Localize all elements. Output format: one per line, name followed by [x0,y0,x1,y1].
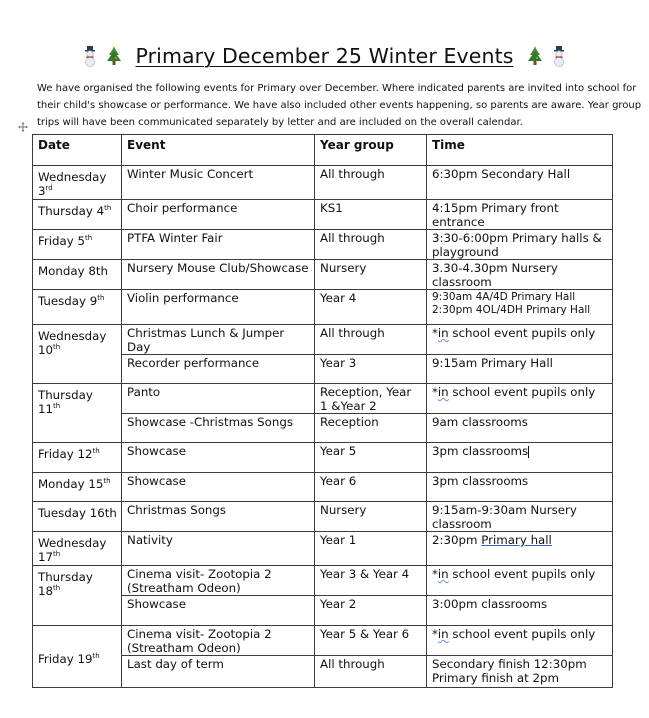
event-cell: Showcase [122,443,315,473]
table-row [33,566,613,596]
table-row [33,290,613,325]
year-cell: All through [315,656,427,688]
intro-line: their child's showcase or performance. We have also included other events happening, so parents are aware. Year group [37,100,642,111]
year-cell: Nursery [315,260,427,290]
table-row [33,230,613,260]
event-cell: Cinema visit- Zootopia 2 (Streatham Odeon) [122,626,315,656]
time-cell: 6:30pm Secondary Hall [427,166,613,200]
date-cell: Thursday 4th [33,200,122,230]
year-cell: All through [315,230,427,260]
page-title: Primary December 25 Winter Events [135,44,514,68]
date-cell: Tuesday 9th [33,290,122,325]
event-cell: Violin performance [122,290,315,325]
year-cell: All through [315,325,427,355]
date-cell: Monday 15th [33,473,122,502]
date-cell: Tuesday 16th [33,502,122,532]
time-cell: 3.30-4.30pm Nursery classroom [427,260,613,290]
year-cell: Year 3 & Year 4 [315,566,427,596]
table-row [33,443,613,473]
event-cell: Cinema visit- Zootopia 2 (Streatham Odeon) [122,566,315,596]
time-cell: *in school event pupils only [427,325,613,355]
table-row [33,325,613,355]
header-event: Event [122,135,315,166]
events-table [32,134,613,688]
year-cell: Year 5 & Year 6 [315,626,427,656]
primary-hall-link[interactable]: Primary hall [481,533,552,547]
event-cell: PTFA Winter Fair [122,230,315,260]
christmas-tree-icon [527,45,543,67]
date-cell: Friday 5th [33,230,122,260]
date-cell: Friday 12th [33,443,122,473]
title-row [0,40,649,72]
date-cell: Thursday 18th [33,566,122,626]
year-cell: Nursery [315,502,427,532]
header-time: Time [427,135,613,166]
year-cell: KS1 [315,200,427,230]
year-cell: Year 4 [315,290,427,325]
table-row [33,532,613,566]
table-row [33,200,613,230]
table-header-row [33,135,613,166]
table-row [33,166,613,200]
intro-line: We have organised the following events for Primary over December. Where indicated parents are invited into school for [37,83,637,94]
snowman-icon [551,45,567,67]
time-cell: 9:15am-9:30am Nursery classroom [427,502,613,532]
year-cell: Year 3 [315,355,427,384]
time-cell: 9am classrooms [427,414,613,443]
time-cell: 3pm classrooms [427,473,613,502]
time-cell: *in school event pupils only [427,626,613,656]
time-cell: 4:15pm Primary front entrance [427,200,613,230]
event-cell: Nativity [122,532,315,566]
time-cell: 9:30am 4A/4D Primary Hall 2:30pm 4OL/4DH Primary Hall [427,290,613,325]
event-cell: Last day of term [122,656,315,688]
header-year-group: Year group [315,135,427,166]
table-row [33,473,613,502]
event-cell: Showcase [122,473,315,502]
header-date: Date [33,135,122,166]
snowman-icon [82,45,98,67]
time-cell: 9:15am Primary Hall [427,355,613,384]
date-cell: Monday 8th [33,260,122,290]
year-cell: Year 6 [315,473,427,502]
date-cell: Wednesday 10th [33,325,122,384]
event-cell: Christmas Lunch & Jumper Day [122,325,315,355]
event-cell: Showcase -Christmas Songs [122,414,315,443]
year-cell: Reception, Year 1 &Year 2 [315,384,427,414]
table-row [33,502,613,532]
intro-line: trips will have been communicated separately by letter and are included on the overall calendar. [37,117,523,128]
intro-paragraph [37,80,642,131]
event-cell: Winter Music Concert [122,166,315,200]
year-cell: All through [315,166,427,200]
time-cell: 2:30pm Primary hall [427,532,613,566]
table-move-handle-icon[interactable] [18,122,28,132]
date-cell: Wednesday 17th [33,532,122,566]
event-cell: Panto [122,384,315,414]
date-cell: Wednesday 3rd [33,166,122,200]
table-row [33,384,613,414]
time-cell[interactable]: 3pm classrooms [427,443,613,473]
date-cell: Thursday 11th [33,384,122,443]
year-cell: Reception [315,414,427,443]
time-cell: 3:30-6:00pm Primary halls & playground [427,230,613,260]
time-cell: 3:00pm classrooms [427,596,613,626]
event-cell: Choir performance [122,200,315,230]
event-cell: Recorder performance [122,355,315,384]
year-cell: Year 1 [315,532,427,566]
time-cell: Secondary finish 12:30pm Primary finish at 2pm [427,656,613,688]
year-cell: Year 2 [315,596,427,626]
table-row [33,260,613,290]
time-cell: *in school event pupils only [427,384,613,414]
text-cursor [528,446,529,458]
year-cell: Year 5 [315,443,427,473]
event-cell: Christmas Songs [122,502,315,532]
table-row [33,626,613,656]
event-cell: Showcase [122,596,315,626]
time-cell: *in school event pupils only [427,566,613,596]
date-cell: Friday 19th [33,626,122,688]
christmas-tree-icon [106,45,122,67]
event-cell: Nursery Mouse Club/Showcase [122,260,315,290]
